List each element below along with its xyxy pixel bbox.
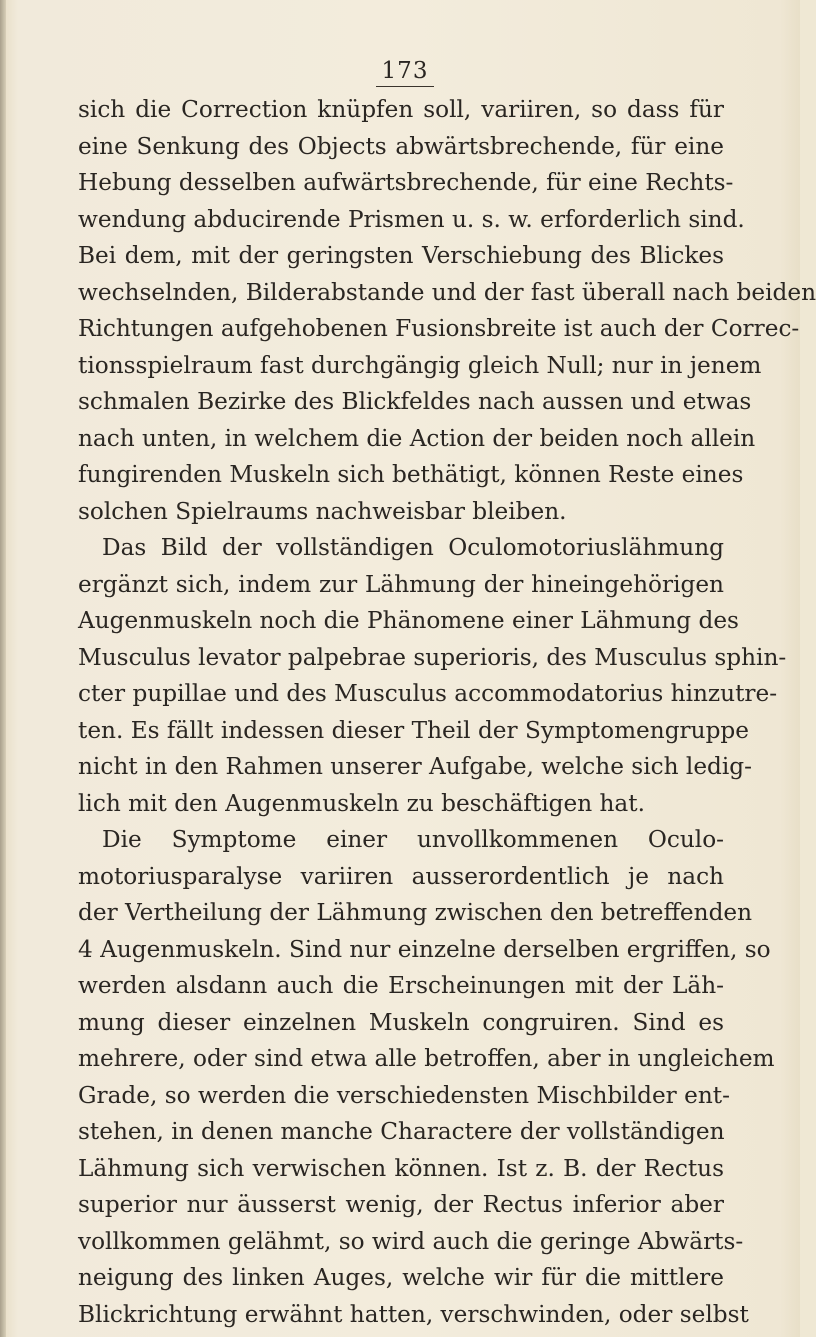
text-line: sich die Correction knüpfen soll, variiren, so dass für: [78, 96, 724, 123]
text-line: eine Senkung des Objects abwärtsbrechende, für eine: [78, 132, 724, 160]
text-line: cter pupillae und des Musculus accommodatorius hinzutre-: [78, 680, 778, 707]
text-line: der Vertheilung der Lähmung zwischen den betreffenden: [78, 899, 753, 926]
text-line: Hebung desselben aufwärtsbrechende, für eine Rechts-: [78, 169, 734, 196]
text-line: stehen, in denen manche Charactere der vollständigen: [78, 1118, 725, 1145]
body-text: [78, 92, 816, 1333]
text-line: Richtungen aufgehobenen Fusionsbreite ist auch der Correc-: [78, 315, 800, 342]
text-line: mehrere, oder sind etwa alle betroffen, aber in ungleichem: [78, 1045, 775, 1072]
text-line: lich mit den Augenmuskeln zu beschäftigen hat.: [78, 789, 645, 817]
page-binding-edge: [0, 0, 6, 1337]
text-line: schmalen Bezirke des Blickfeldes nach aussen und etwas: [78, 388, 752, 415]
text-line: Das Bild der vollständigen Oculomotoriuslähmung: [102, 534, 724, 561]
text-line: ten. Es fällt indessen dieser Theil der Symptomengruppe: [78, 716, 749, 744]
text-line: Bei dem, mit der geringsten Verschiebung des Blickes: [78, 242, 724, 269]
text-line: wechselnden, Bilderabstande und der fast überall nach beiden: [78, 278, 816, 306]
text-line: Die Symptome einer unvollkommenen Oculo-: [102, 826, 724, 853]
text-line: ergänzt sich, indem zur Lähmung der hineingehörigen: [78, 570, 724, 598]
text-line: tionsspielraum fast durchgängig gleich Null; nur in jenem: [78, 351, 762, 379]
page-number: 173: [0, 58, 800, 87]
text-line: Musculus levator palpebrae superioris, des Musculus sphin-: [78, 643, 787, 671]
text-line: Blickrichtung erwähnt hatten, verschwinden, oder selbst: [78, 1300, 749, 1328]
text-line: superior nur äusserst wenig, der Rectus inferior aber: [78, 1191, 724, 1218]
text-line: Lähmung sich verwischen können. Ist z. B. der Rectus: [78, 1154, 724, 1182]
text-line: wendung abducirende Prismen u. s. w. erforderlich sind.: [78, 205, 745, 233]
text-line: vollkommen gelähmt, so wird auch die geringe Abwärts-: [78, 1227, 744, 1255]
text-line: nach unten, in welchem die Action der beiden noch allein: [78, 424, 756, 452]
text-line: Augenmuskeln noch die Phänomene einer Lähmung des: [78, 607, 739, 634]
text-line: solchen Spielraums nachweisbar bleiben.: [78, 497, 567, 525]
text-line: motoriusparalyse variiren ausserordentlich je nach: [78, 862, 724, 890]
text-line: neigung des linken Auges, welche wir für die mittlere: [78, 1264, 724, 1291]
text-line: nicht in den Rahmen unserer Aufgabe, welche sich ledig-: [78, 753, 752, 780]
text-line: werden alsdann auch die Erscheinungen mit der Läh-: [78, 972, 724, 999]
text-line: mung dieser einzelnen Muskeln congruiren. Sind es: [78, 1008, 724, 1036]
text-line: fungirenden Muskeln sich bethätigt, können Reste eines: [78, 461, 744, 488]
text-line: Grade, so werden die verschiedensten Mischbilder ent-: [78, 1081, 730, 1109]
text-line: 4 Augenmuskeln. Sind nur einzelne derselben ergriffen, so: [78, 935, 771, 963]
